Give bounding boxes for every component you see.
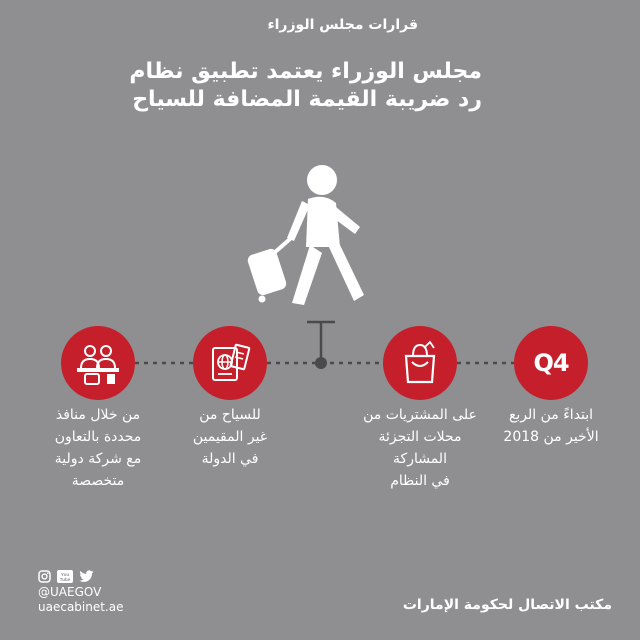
step-4-circle — [514, 326, 588, 400]
header-label: قرارات مجلس الوزراء — [267, 17, 418, 33]
step-3-line-2: محلات التجزئة — [378, 429, 462, 445]
website-link[interactable]: uaecabinet.ae — [38, 600, 124, 614]
step-2-caption — [140, 404, 320, 470]
step-1-circle — [61, 326, 135, 400]
footer-office: مكتب الاتصال لحكومة الإمارات — [402, 597, 612, 613]
youtube-label-tube: Tube — [59, 577, 71, 582]
step-1-line-2: محددة بالتعاون — [54, 429, 142, 445]
twitter-icon[interactable] — [79, 570, 94, 583]
step-1-line-3: مع شركة دولية — [54, 451, 142, 467]
title-line-1: مجلس الوزراء يعتمد تطبيق نظام — [129, 59, 482, 84]
social-icons — [38, 570, 94, 583]
counter-service-icon — [73, 340, 123, 386]
step-3-line-3: المشاركة — [393, 451, 447, 467]
step-1-line-1: من خلال منافذ — [55, 407, 141, 423]
step-2-line-3: في الدولة — [201, 451, 259, 467]
step-4-line-2: الأخير من 2018 — [503, 429, 599, 445]
social-handle[interactable]: @UAEGOV — [38, 585, 102, 599]
step-3-line-4: في النظام — [390, 473, 450, 489]
step-2-line-1: للسياح من — [199, 407, 261, 423]
traveler-with-luggage-icon — [232, 155, 372, 305]
step-1-line-4: متخصصة — [71, 473, 125, 489]
step-4-line-1: ابتداءً من الربع — [508, 407, 594, 423]
timeline-node — [315, 357, 327, 369]
step-4-caption — [461, 404, 640, 448]
shopping-bag-icon — [398, 340, 442, 386]
step-2-line-2: غير المقيمين — [192, 429, 268, 445]
youtube-icon[interactable] — [57, 570, 73, 583]
youtube-label-you: You — [60, 572, 70, 577]
step-3-line-1: على المشتريات من — [363, 407, 477, 423]
title-line-2: رد ضريبة القيمة المضافة للسياح — [132, 87, 482, 112]
instagram-icon[interactable] — [38, 570, 51, 583]
step-3-circle — [383, 326, 457, 400]
step-2-circle — [193, 326, 267, 400]
passport-icon — [207, 340, 253, 386]
q4-badge: Q4 — [533, 349, 569, 377]
